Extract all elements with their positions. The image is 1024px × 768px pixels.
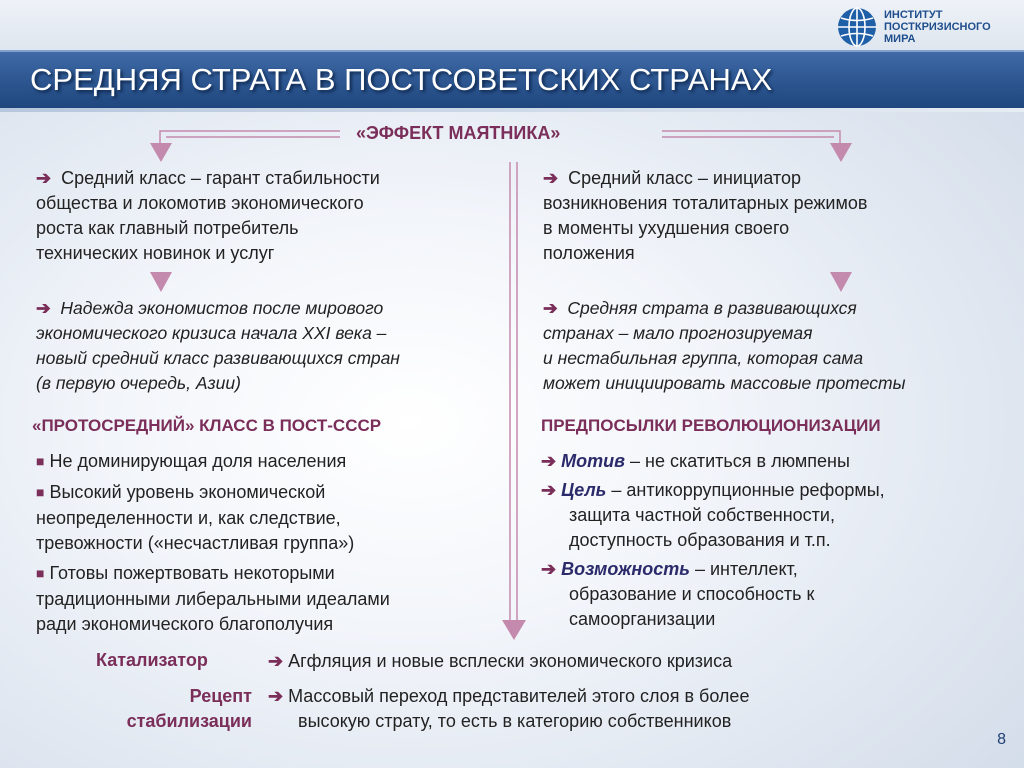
right-p1-line-4: положения <box>543 243 635 263</box>
right-p2-line-2: странах – мало прогнозируемая <box>543 323 813 343</box>
left-paragraph-1 <box>36 166 506 266</box>
arrow-icon: ➔ <box>543 168 559 188</box>
right-section-heading: ПРЕДПОСЫЛКИ РЕВОЛЮЦИОНИЗАЦИИ <box>541 416 881 435</box>
opportunity-text: – интеллект, <box>694 559 798 579</box>
right-p2-line-3: и нестабильная группа, которая сама <box>543 348 864 368</box>
arrow-icon: ➔ <box>268 651 284 671</box>
arrow-icon: ➔ <box>36 298 51 318</box>
down-arrow-left-mid <box>150 272 172 292</box>
left-section-heading: «ПРОТОСРЕДНИЙ» КЛАСС В ПОСТ-СССР <box>32 416 382 435</box>
left-bullet-3-line-1: Готовы пожертвовать некоторыми <box>49 563 335 583</box>
pendulum-subtitle: «ЭФФЕКТ МАЯТНИКА» <box>356 123 561 143</box>
slide-title: СРЕДНЯЯ СТРАТА В ПОСТСОВЕТСКИХ СТРАНАХ <box>30 62 773 97</box>
right-connector-line <box>662 131 840 150</box>
arrow-icon: ➔ <box>543 298 558 318</box>
left-bullet-3-line-2: традиционными либеральными идеалами <box>36 589 390 609</box>
left-p1-line-4: технических новинок и услуг <box>36 243 275 263</box>
goal-line-2: защита частной собственности, <box>569 505 835 525</box>
right-p1-line-1: Средний класс – инициатор <box>568 168 801 188</box>
arrow-icon: ➔ <box>268 686 284 706</box>
recipe-text-line-2: высокую страту, то есть в категорию собственников <box>298 711 732 731</box>
motive-label: Мотив <box>561 451 625 471</box>
arrow-icon: ➔ <box>541 451 557 471</box>
square-bullet-icon: ■ <box>36 453 45 469</box>
left-bullet-1: Не доминирующая доля населения <box>49 451 347 471</box>
left-bullet-list <box>36 449 506 637</box>
left-p2-line-3: новый средний класс развивающихся стран <box>36 348 400 368</box>
opportunity-line-2: образование и способность к <box>569 584 815 604</box>
recipe-text <box>268 684 988 734</box>
arrow-icon: ➔ <box>36 168 52 188</box>
goal-text: – антикоррупционные реформы, <box>611 480 885 500</box>
down-arrow-right-top <box>830 143 852 162</box>
square-bullet-icon: ■ <box>36 565 45 581</box>
left-p1-line-3: роста как главный потребитель <box>36 218 299 238</box>
left-bullet-2-line-3: тревожности («несчастливая группа») <box>36 533 355 553</box>
left-p1-line-2: общества и локомотив экономического <box>36 193 364 213</box>
arrow-icon: ➔ <box>541 480 557 500</box>
recipe-text-line-1: Массовый переход представителей этого слоя в более <box>288 686 750 706</box>
catalyst-row <box>268 649 988 674</box>
left-connector-line <box>160 131 340 150</box>
goal-label: Цель <box>561 480 607 500</box>
catalyst-text: Агфляция и новые всплески экономического кризиса <box>288 651 733 671</box>
logo-line-3: МИРА <box>884 33 916 45</box>
left-paragraph-2 <box>36 296 506 396</box>
motive-text: – не скатиться в люмпены <box>630 451 850 471</box>
logo-line-1: ИНСТИТУТ <box>884 9 943 21</box>
left-p1-line-1: Средний класс – гарант стабильности <box>61 168 380 188</box>
arrow-icon: ➔ <box>541 559 557 579</box>
square-bullet-icon: ■ <box>36 484 45 500</box>
right-bullet-list <box>541 449 1011 632</box>
left-p2-line-2: экономического кризиса начала XXI века – <box>36 323 387 343</box>
left-bullet-2-line-2: неопределенности и, как следствие, <box>36 508 341 528</box>
recipe-label <box>0 684 252 734</box>
page-number: 8 <box>997 731 1006 748</box>
right-p1-line-2: возникновения тоталитарных режимов <box>543 193 868 213</box>
down-arrow-left-top <box>150 143 172 162</box>
right-paragraph-1 <box>543 166 1003 266</box>
right-p2-line-4: может инициировать массовые протесты <box>543 373 906 393</box>
goal-line-3: доступность образования и т.п. <box>569 530 831 550</box>
recipe-label-line-1: Рецепт <box>189 686 252 706</box>
left-bullet-2-line-1: Высокий уровень экономической <box>49 482 326 502</box>
left-bullet-3-line-3: ради экономического благополучия <box>36 614 334 634</box>
left-p2-line-1: Надежда экономистов после мирового <box>60 298 384 318</box>
recipe-label-line-2: стабилизации <box>126 711 252 731</box>
opportunity-line-3: самоорганизации <box>569 609 716 629</box>
catalyst-label: Катализатор <box>96 650 208 670</box>
right-paragraph-2 <box>543 296 1003 396</box>
left-p2-line-4: (в первую очередь, Азии) <box>36 373 241 393</box>
logo-line-2: ПОСТКРИЗИСНОГО <box>884 21 991 33</box>
opportunity-label: Возможность <box>561 559 690 579</box>
down-arrow-right-mid <box>830 272 852 292</box>
right-p2-line-1: Средняя страта в развивающихся <box>567 298 857 318</box>
right-p1-line-3: в моменты ухудшения своего <box>543 218 790 238</box>
